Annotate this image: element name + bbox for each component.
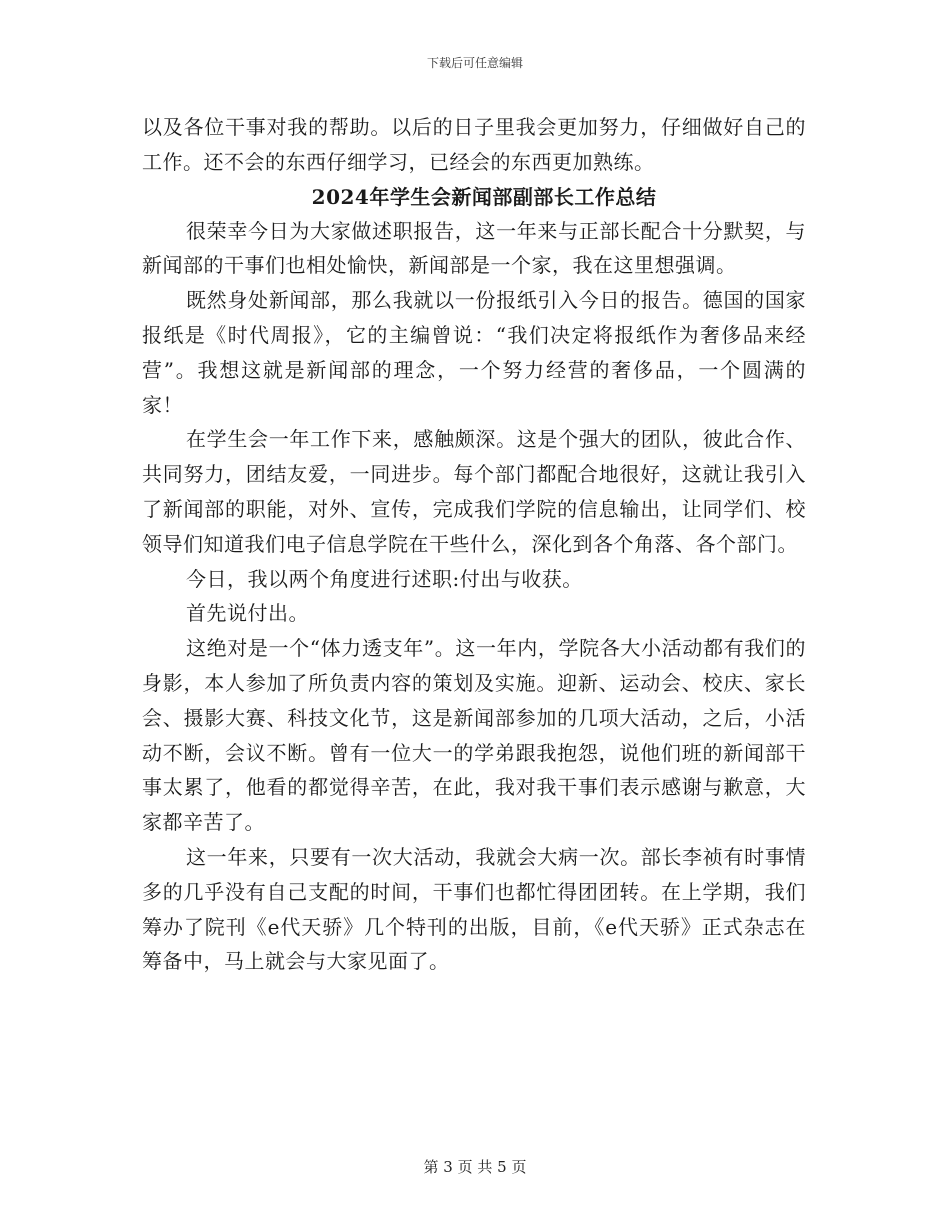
paragraph: 首先说付出。 bbox=[186, 601, 309, 626]
continuation-paragraph: 以及各位干事对我的帮助。以后的日子里我会更加努力，仔细做好自己的工作。还不会的东西仔细学习，已经会的东西更加熟练。 bbox=[142, 115, 806, 174]
paragraph: 在学生会一年工作下来，感触颇深。这是个强大的团队，彼此合作、共同努力，团结友爱，一同进步。每个部门都配合地很好，这就让我引入了新闻部的职能，对外、宣传，完成我们学院的信息输出，让同学们、校领导们知道我们电子信息学院在干些什么，深化到各个角落、各个部门。 bbox=[142, 427, 806, 556]
page-number: 第 3 页 共 5 页 bbox=[423, 1158, 527, 1176]
paragraph: 既然身处新闻部，那么我就以一份报纸引入今日的报告。德国的国家报纸是《时代周报》，它的主编曾说：“我们决定将报纸作为奢侈品来经营”。我想这就是新闻部的理念，一个努力经营的奢侈品，一个圆满的家！ bbox=[142, 288, 806, 417]
document-body bbox=[142, 110, 806, 979]
paragraph: 今日，我以两个角度进行述职:付出与收获。 bbox=[186, 566, 583, 591]
document-title: 2024年学生会新闻部副部长工作总结 bbox=[311, 184, 657, 209]
paragraph: 这绝对是一个“体力透支年”。这一年内，学院各大小活动都有我们的身影，本人参加了所负责内容的策划及实施。迎新、运动会、校庆、家长会、摄影大赛、科技文化节，这是新闻部参加的几项大活动，之后，小活动不断，会议不断。曾有一位大一的学弟跟我抱怨，说他们班的新闻部干事太累了，他看的都觉得辛苦，在此，我对我干事们表示感谢与歉意，大家都辛苦了。 bbox=[142, 636, 806, 835]
paragraph: 很荣幸今日为大家做述职报告，这一年来与正部长配合十分默契，与新闻部的干事们也相处愉快，新闻部是一个家，我在这里想强调。 bbox=[142, 218, 806, 278]
paragraph: 这一年来，只要有一次大活动，我就会大病一次。部长李祯有时事情多的几乎没有自己支配的时间，干事们也都忙得团团转。在上学期，我们筹办了院刊《e代天骄》几个特刊的出版，目前，《e代天骄》正式杂志在筹备中，马上就会与大家见面了。 bbox=[142, 844, 806, 974]
page-header-note: 下载后可任意编辑 bbox=[426, 56, 523, 70]
